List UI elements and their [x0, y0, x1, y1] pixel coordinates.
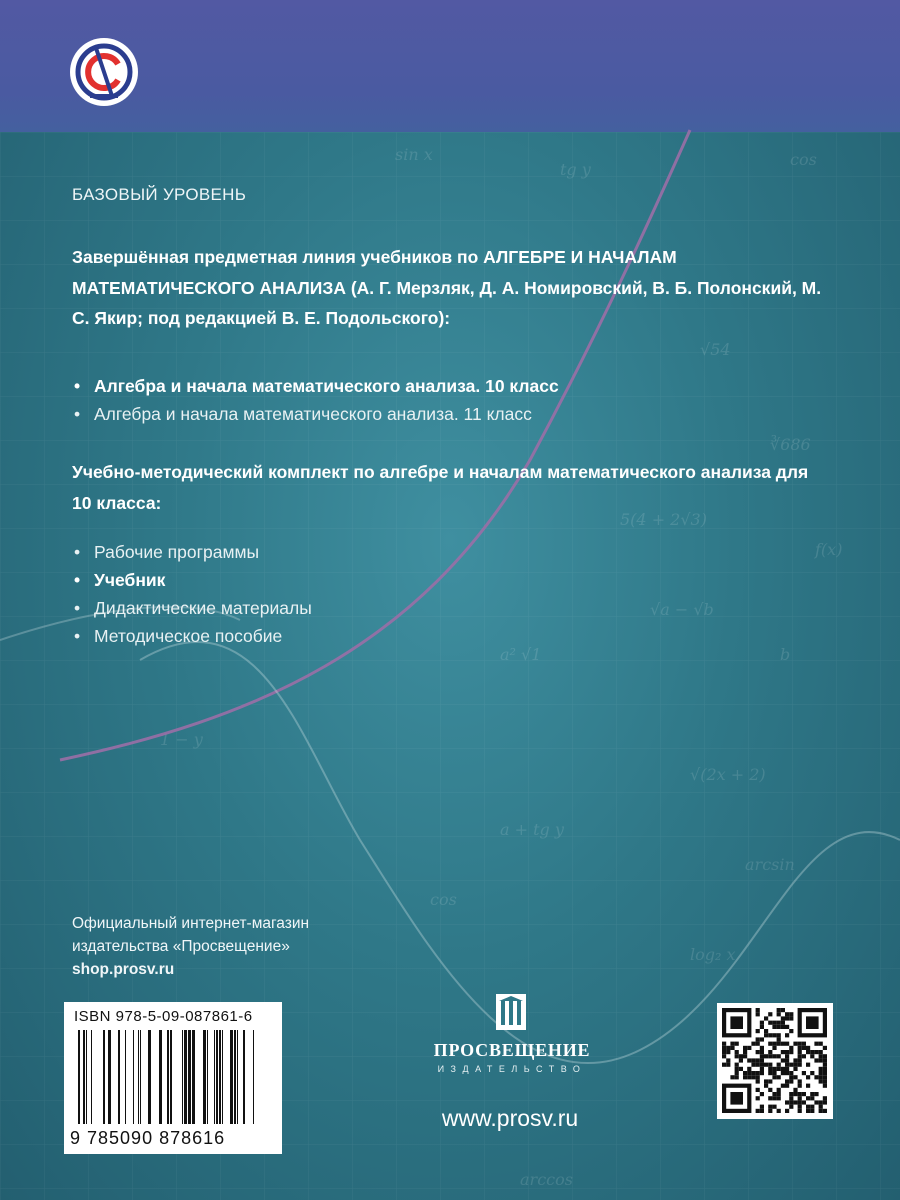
- qr-module: [785, 1025, 789, 1029]
- qr-module: [810, 1071, 814, 1075]
- qr-module: [785, 1084, 789, 1088]
- qr-module: [823, 1046, 827, 1050]
- qr-module: [793, 1042, 797, 1046]
- qr-module: [789, 1029, 793, 1033]
- barcode-icon: [76, 1030, 270, 1126]
- svg-text:a + tg y: a + tg y: [500, 820, 564, 839]
- barcode-bar: [125, 1030, 126, 1124]
- qr-module: [823, 1075, 827, 1079]
- qr-module: [806, 1075, 810, 1079]
- barcode-bar: [159, 1030, 162, 1124]
- qr-module: [735, 1071, 739, 1075]
- qr-module: [819, 1042, 823, 1046]
- qr-module: [756, 1079, 760, 1083]
- qr-module: [777, 1092, 781, 1096]
- qr-module: [772, 1054, 776, 1058]
- qr-module: [760, 1021, 764, 1025]
- barcode-bar: [170, 1030, 172, 1124]
- qr-module: [810, 1109, 814, 1113]
- textbook-list-item: • Алгебра и начала математического анализа. 11 класс: [72, 400, 559, 428]
- shop-line-2: издательства «Просвещение»: [72, 938, 290, 955]
- qr-module: [777, 1025, 781, 1029]
- series-description: Завершённая предметная линия учебников по АЛГЕБРЕ И НАЧАЛАМ МАТЕМАТИЧЕСКОГО АНАЛИЗА (А. Г. Мерзляк, Д. А. Номировский, В. Б. Полонский, М. С. Якир; под редакцией В. Е. Подольского):: [72, 247, 822, 328]
- qr-module: [751, 1063, 755, 1067]
- qr-module: [823, 1071, 827, 1075]
- barcode-bar: [253, 1030, 254, 1124]
- qr-module: [789, 1071, 793, 1075]
- qr-module: [722, 1042, 726, 1046]
- qr-module: [726, 1046, 730, 1050]
- barcode-bar: [234, 1030, 236, 1124]
- qr-module: [789, 1105, 793, 1109]
- qr-module: [764, 1029, 768, 1033]
- qr-module: [823, 1079, 827, 1083]
- qr-module: [806, 1046, 810, 1050]
- qr-module: [722, 1050, 726, 1054]
- qr-module: [806, 1084, 810, 1088]
- qr-module: [785, 1063, 789, 1067]
- qr-module: [760, 1109, 764, 1113]
- qr-module: [785, 1050, 789, 1054]
- svg-text:a² √1: a² √1: [500, 645, 542, 664]
- qr-module: [760, 1054, 764, 1058]
- qr-module: [768, 1054, 772, 1058]
- qr-module: [798, 1084, 802, 1088]
- qr-module: [789, 1046, 793, 1050]
- qr-module: [789, 1100, 793, 1104]
- barcode-digits: 9 785090 878616: [70, 1128, 226, 1148]
- qr-module: [760, 1058, 764, 1062]
- qr-module: [777, 1075, 781, 1079]
- qr-module: [789, 1075, 793, 1079]
- qr-module: [785, 1016, 789, 1020]
- qr-module: [756, 1109, 760, 1113]
- qr-module: [747, 1071, 751, 1075]
- qr-module: [747, 1075, 751, 1079]
- qr-module: [768, 1088, 772, 1092]
- barcode-bar: [103, 1030, 105, 1124]
- qr-module: [772, 1025, 776, 1029]
- qr-module: [814, 1075, 818, 1079]
- svg-text:1 − y: 1 − y: [160, 730, 203, 749]
- qr-module: [768, 1096, 772, 1100]
- svg-text:sin x: sin x: [395, 145, 433, 164]
- qr-module: [743, 1075, 747, 1079]
- qr-module: [751, 1071, 755, 1075]
- qr-module: [768, 1105, 772, 1109]
- qr-module: [768, 1109, 772, 1113]
- qr-module: [798, 1109, 802, 1113]
- qr-module: [760, 1092, 764, 1096]
- barcode-bar: [148, 1030, 151, 1124]
- qr-module: [806, 1109, 810, 1113]
- barcode-bar: [203, 1030, 206, 1124]
- svg-text:f(x): f(x): [815, 540, 843, 559]
- qr-module: [806, 1105, 810, 1109]
- qr-module: [772, 1092, 776, 1096]
- qr-module: [785, 1067, 789, 1071]
- publisher-name: ПРОСВЕЩЕНИЕ: [433, 1040, 591, 1060]
- qr-module: [793, 1063, 797, 1067]
- barcode-bar: [182, 1030, 183, 1124]
- qr-module: [810, 1096, 814, 1100]
- barcode-bar: [219, 1030, 221, 1124]
- qr-module: [785, 1100, 789, 1104]
- barcode-bar: [91, 1030, 92, 1124]
- shop-url-link[interactable]: shop.prosv.ru: [72, 961, 175, 978]
- qr-module: [764, 1063, 768, 1067]
- qr-module: [739, 1067, 743, 1071]
- qr-module: [743, 1054, 747, 1058]
- svg-text:arcsin: arcsin: [745, 855, 795, 874]
- qr-module: [722, 1063, 726, 1067]
- qr-module: [730, 1075, 734, 1079]
- qr-module: [802, 1100, 806, 1104]
- qr-module: [739, 1054, 743, 1058]
- qr-module: [722, 1054, 726, 1058]
- barcode-bar: [138, 1030, 139, 1124]
- kit-list-item: • Дидактические материалы: [72, 594, 312, 622]
- qr-module: [789, 1050, 793, 1054]
- qr-module: [735, 1067, 739, 1071]
- textbook-list-item: • Алгебра и начала математического анализа. 10 класс: [72, 372, 559, 400]
- qr-module: [798, 1046, 802, 1050]
- qr-module: [785, 1109, 789, 1113]
- qr-module: [743, 1046, 747, 1050]
- qr-module: [764, 1016, 768, 1020]
- qr-module: [743, 1050, 747, 1054]
- qr-module: [781, 1084, 785, 1088]
- qr-module: [814, 1092, 818, 1096]
- barcode-bar: [243, 1030, 245, 1124]
- qr-module: [768, 1067, 772, 1071]
- qr-module: [722, 1046, 726, 1050]
- qr-module: [764, 1054, 768, 1058]
- qr-module: [768, 1033, 772, 1037]
- qr-module: [781, 1050, 785, 1054]
- qr-module: [756, 1042, 760, 1046]
- qr-finder-module: [806, 1016, 819, 1029]
- qr-module: [819, 1105, 823, 1109]
- svg-text:arccos: arccos: [520, 1170, 573, 1189]
- qr-module: [819, 1054, 823, 1058]
- qr-module: [777, 1012, 781, 1016]
- qr-module: [735, 1063, 739, 1067]
- qr-module: [785, 1042, 789, 1046]
- qr-module: [798, 1100, 802, 1104]
- barcode-bar: [86, 1030, 87, 1124]
- qr-module: [793, 1067, 797, 1071]
- qr-module: [751, 1058, 755, 1062]
- barcode-bar: [118, 1030, 120, 1124]
- qr-module: [772, 1075, 776, 1079]
- qr-module: [819, 1109, 823, 1113]
- qr-module: [781, 1008, 785, 1012]
- qr-module: [802, 1054, 806, 1058]
- isbn-barcode-block: [64, 1002, 282, 1154]
- qr-module: [810, 1092, 814, 1096]
- qr-module: [760, 1105, 764, 1109]
- qr-module: [798, 1105, 802, 1109]
- qr-module: [802, 1071, 806, 1075]
- qr-module: [751, 1075, 755, 1079]
- qr-module: [772, 1033, 776, 1037]
- qr-module: [760, 1067, 764, 1071]
- qr-module: [772, 1105, 776, 1109]
- qr-module: [772, 1096, 776, 1100]
- qr-module: [785, 1012, 789, 1016]
- qr-module: [806, 1050, 810, 1054]
- qr-module: [781, 1071, 785, 1075]
- publisher-building-icon: [495, 993, 527, 1031]
- qr-module: [789, 1016, 793, 1020]
- svg-text:tg y: tg y: [560, 160, 591, 179]
- qr-module: [819, 1100, 823, 1104]
- qr-module: [785, 1079, 789, 1083]
- qr-module: [819, 1067, 823, 1071]
- qr-module: [756, 1008, 760, 1012]
- qr-module: [823, 1096, 827, 1100]
- qr-module: [814, 1058, 818, 1062]
- qr-module: [823, 1067, 827, 1071]
- qr-module: [756, 1075, 760, 1079]
- qr-module: [789, 1012, 793, 1016]
- qr-module: [793, 1075, 797, 1079]
- qr-module: [798, 1079, 802, 1083]
- qr-module: [823, 1054, 827, 1058]
- qr-module: [810, 1050, 814, 1054]
- qr-module: [760, 1025, 764, 1029]
- barcode-bar: [167, 1030, 169, 1124]
- barcode-bar: [230, 1030, 233, 1124]
- svg-text:√a − √b: √a − √b: [650, 600, 714, 619]
- barcode-bar: [184, 1030, 187, 1124]
- qr-module: [747, 1046, 751, 1050]
- qr-module: [726, 1050, 730, 1054]
- qr-module: [739, 1058, 743, 1062]
- level-label: БАЗОВЫЙ УРОВЕНЬ: [72, 185, 247, 204]
- qr-module: [764, 1079, 768, 1083]
- kit-list-item: • Методическое пособие: [72, 622, 312, 650]
- qr-module: [781, 1021, 785, 1025]
- qr-module: [823, 1109, 827, 1113]
- qr-module: [798, 1054, 802, 1058]
- qr-module: [793, 1100, 797, 1104]
- qr-module: [798, 1042, 802, 1046]
- shop-info: [72, 912, 309, 981]
- qr-module: [768, 1079, 772, 1083]
- qr-module: [726, 1058, 730, 1062]
- qr-module: [735, 1054, 739, 1058]
- qr-module: [735, 1042, 739, 1046]
- qr-module: [793, 1088, 797, 1092]
- qr-module: [768, 1042, 772, 1046]
- barcode-bar: [140, 1030, 141, 1124]
- qr-module: [760, 1046, 764, 1050]
- qr-module: [785, 1054, 789, 1058]
- qr-module: [781, 1016, 785, 1020]
- barcode-bar: [237, 1030, 238, 1124]
- qr-module: [814, 1042, 818, 1046]
- qr-module: [772, 1046, 776, 1050]
- qr-module: [789, 1079, 793, 1083]
- qr-module: [781, 1025, 785, 1029]
- qr-module: [747, 1067, 751, 1071]
- qr-module: [730, 1042, 734, 1046]
- barcode-bar: [216, 1030, 218, 1124]
- qr-module: [768, 1021, 772, 1025]
- qr-module: [793, 1092, 797, 1096]
- textbook-list: [72, 372, 559, 428]
- qr-module: [743, 1071, 747, 1075]
- qr-module: [777, 1037, 781, 1041]
- qr-module: [781, 1042, 785, 1046]
- kit-list-item: • Учебник: [72, 566, 312, 594]
- qr-module: [772, 1042, 776, 1046]
- qr-module: [798, 1050, 802, 1054]
- qr-module: [823, 1084, 827, 1088]
- qr-module: [823, 1058, 827, 1062]
- qr-module: [772, 1067, 776, 1071]
- qr-module: [760, 1050, 764, 1054]
- qr-module: [810, 1105, 814, 1109]
- qr-module: [814, 1050, 818, 1054]
- svg-text:cos: cos: [790, 150, 817, 169]
- qr-module: [777, 1033, 781, 1037]
- qr-module: [789, 1063, 793, 1067]
- svg-text:5(4 + 2√3): 5(4 + 2√3): [620, 510, 707, 529]
- qr-module: [777, 1088, 781, 1092]
- qr-module: [785, 1071, 789, 1075]
- qr-module: [789, 1092, 793, 1096]
- qr-module: [772, 1071, 776, 1075]
- svg-text:√(2x + 2): √(2x + 2): [690, 765, 766, 784]
- qr-module: [735, 1050, 739, 1054]
- barcode-bar: [207, 1030, 208, 1124]
- barcode-bar: [222, 1030, 223, 1124]
- qr-module: [793, 1058, 797, 1062]
- qr-module: [735, 1075, 739, 1079]
- qr-finder-module: [730, 1092, 743, 1105]
- svg-text:√54: √54: [700, 340, 731, 359]
- qr-module: [764, 1033, 768, 1037]
- qr-module: [756, 1096, 760, 1100]
- qr-module: [751, 1042, 755, 1046]
- qr-module: [819, 1075, 823, 1079]
- svg-text:cos: cos: [430, 890, 457, 909]
- barcode-bar: [78, 1030, 80, 1124]
- qr-module: [777, 1096, 781, 1100]
- qr-module: [756, 1050, 760, 1054]
- qr-module: [819, 1079, 823, 1083]
- svg-text:∛686: ∛686: [770, 435, 811, 454]
- svg-text:b: b: [780, 645, 791, 664]
- publisher-subtitle: ИЗДАТЕЛЬСТВО: [437, 1064, 587, 1074]
- barcode-bar: [192, 1030, 195, 1124]
- qr-module: [806, 1096, 810, 1100]
- qr-code-block: [717, 1003, 833, 1119]
- qr-module: [802, 1092, 806, 1096]
- qr-module: [777, 1054, 781, 1058]
- publisher-url-link[interactable]: www.prosv.ru: [441, 1105, 579, 1131]
- kit-list-item: • Рабочие программы: [72, 538, 312, 566]
- barcode-bar: [188, 1030, 191, 1124]
- qr-module: [785, 1058, 789, 1062]
- barcode-bar: [214, 1030, 215, 1124]
- qr-module: [806, 1063, 810, 1067]
- qr-module: [756, 1058, 760, 1062]
- qr-module: [814, 1100, 818, 1104]
- shop-line-1: Официальный интернет-магазин: [72, 915, 310, 932]
- qr-module: [785, 1033, 789, 1037]
- qr-module: [823, 1100, 827, 1104]
- qr-module: [777, 1063, 781, 1067]
- qr-module: [798, 1058, 802, 1062]
- qr-module: [802, 1046, 806, 1050]
- barcode-bar: [83, 1030, 85, 1124]
- qr-module: [756, 1029, 760, 1033]
- qr-module: [777, 1042, 781, 1046]
- qr-module: [781, 1058, 785, 1062]
- qr-module: [798, 1063, 802, 1067]
- qr-module: [789, 1096, 793, 1100]
- qr-module: [768, 1050, 772, 1054]
- barcode-bar: [133, 1030, 134, 1124]
- qr-module: [777, 1109, 781, 1113]
- qr-module: [819, 1071, 823, 1075]
- qr-module: [768, 1012, 772, 1016]
- qr-finder-module: [730, 1016, 743, 1029]
- qr-module: [802, 1042, 806, 1046]
- publisher-emblem-icon: [66, 34, 142, 110]
- qr-module: [819, 1058, 823, 1062]
- qr-module: [768, 1071, 772, 1075]
- qr-module: [756, 1012, 760, 1016]
- qr-module: [798, 1092, 802, 1096]
- isbn-label: ISBN 978-5-09-087861-6: [74, 1008, 253, 1025]
- qr-module: [760, 1071, 764, 1075]
- qr-module: [819, 1050, 823, 1054]
- qr-module: [747, 1058, 751, 1062]
- kit-title: Учебно-методический комплект по алгебре и началам математического анализа для 10 класса:: [72, 462, 809, 513]
- svg-text:log₂ x: log₂ x: [690, 945, 736, 964]
- qr-module: [760, 1063, 764, 1067]
- qr-module: [777, 1008, 781, 1012]
- qr-module: [730, 1046, 734, 1050]
- kit-list: [72, 538, 312, 650]
- qr-module: [823, 1063, 827, 1067]
- qr-module: [726, 1063, 730, 1067]
- qr-module: [764, 1084, 768, 1088]
- qr-module: [756, 1037, 760, 1041]
- qr-module: [810, 1054, 814, 1058]
- qr-module: [777, 1021, 781, 1025]
- qr-module: [768, 1063, 772, 1067]
- qr-code-icon[interactable]: [717, 1003, 833, 1119]
- qr-module: [772, 1021, 776, 1025]
- qr-module: [760, 1037, 764, 1041]
- qr-module: [756, 1063, 760, 1067]
- qr-module: [756, 1071, 760, 1075]
- qr-module: [781, 1067, 785, 1071]
- qr-module: [798, 1096, 802, 1100]
- barcode-bar: [108, 1030, 111, 1124]
- qr-module: [777, 1067, 781, 1071]
- qr-module: [756, 1088, 760, 1092]
